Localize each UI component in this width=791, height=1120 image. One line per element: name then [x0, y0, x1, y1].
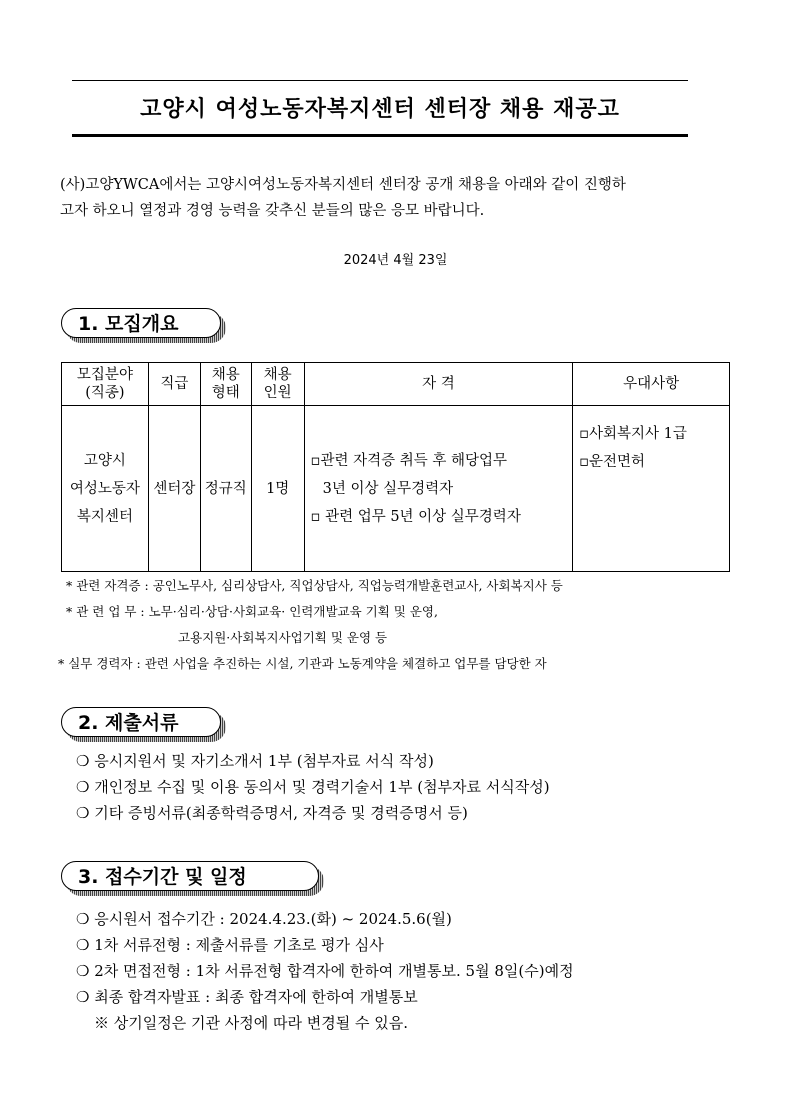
schedule-list [76, 906, 776, 1036]
header-field-sublabel: (직종) [85, 385, 125, 401]
list-item: ❍ 최종 합격자발표 : 최종 합격자에 한하여 개별통보 [76, 988, 418, 1006]
table-header-row [62, 363, 730, 406]
header-type-sublabel: 형태 [211, 385, 240, 401]
preference-item: ▫사회복지사 1급 [579, 426, 687, 442]
cell-preference [573, 406, 730, 572]
cell-count: 1명 [251, 406, 304, 572]
list-item: ❍ 개인정보 수집 및 이용 동의서 및 경력기술서 1부 (첨부자료 서식작성) [76, 778, 550, 796]
list-item: ❍ 응시원서 접수기간 : 2024.4.23.(화) ~ 2024.5.6(월) [76, 910, 452, 928]
header-field-label: 모집분야 [76, 367, 133, 383]
table-row [62, 406, 730, 572]
header-field [62, 363, 149, 406]
header-count-sublabel: 인원 [263, 385, 292, 401]
cell-rank: 센터장 [148, 406, 200, 572]
header-count-label: 채용 [263, 367, 292, 383]
intro-line: 고자 하오니 열정과 경영 능력을 갖추신 분들의 많은 응모 바랍니다. [60, 203, 485, 219]
table-notes [60, 573, 760, 677]
header-count [251, 363, 304, 406]
section-heading-3: 3. 접수기간 및 일정 [61, 861, 319, 891]
header-qualification: 자 격 [304, 363, 573, 406]
title-bottom-rule [72, 134, 688, 137]
preference-item: ▫운전면허 [579, 454, 646, 470]
list-item: ❍ 기타 증빙서류(최종학력증명서, 자격증 및 경력증명서 등) [76, 804, 468, 822]
header-type-label: 채용 [211, 367, 240, 383]
qualification-item: ▫ 관련 업무 5년 이상 실무경력자 [310, 508, 521, 525]
note-line: 고용지원·사회복지사업기획 및 운영 등 [178, 630, 388, 645]
title-top-rule [72, 80, 688, 81]
recruitment-table [61, 362, 730, 572]
note-line: * 관 련 업 무 : 노무·심리·상담·사회교육· 인력개발교육 기획 및 운영, [66, 604, 438, 619]
cell-field-line: 여성노동자 [69, 480, 140, 497]
list-item: ❍ 1차 서류전형 : 제출서류를 기초로 평가 심사 [76, 936, 384, 954]
intro-line: (사)고양YWCA에서는 고양시여성노동자복지센터 센터장 공개 채용을 아래와 같이 진행하 [60, 177, 626, 193]
documents-list [76, 748, 776, 826]
list-item: ❍ 2차 면접전형 : 1차 서류전형 합격자에 한하여 개별통보. 5월 8일(수)예정 [76, 962, 574, 980]
page-title: 고양시 여성노동자복지센터 센터장 채용 재공고 [140, 97, 620, 122]
cell-field [62, 406, 149, 572]
section-heading-1: 1. 모집개요 [61, 308, 221, 338]
note-line: * 관련 자격증 : 공인노무사, 심리상담사, 직업상담사, 직업능력개발훈련교사, 사회복지사 등 [66, 578, 563, 593]
qualification-item: ▫관련 자격증 취득 후 해당업무 [310, 452, 507, 469]
cell-field-line: 복지센터 [76, 508, 133, 525]
header-type [200, 363, 251, 406]
section-heading-2: 2. 제출서류 [61, 707, 221, 737]
schedule-note: ※ 상기일정은 기관 사정에 따라 변경될 수 있음. [94, 1014, 408, 1032]
note-line: * 실무 경력자 : 관련 사업을 추진하는 시설, 기관과 노동계약을 체결하고 업무를 담당한 자 [58, 656, 547, 671]
header-preference: 우대사항 [573, 363, 730, 406]
intro-paragraph [60, 172, 740, 224]
cell-field-line: 고양시 [83, 452, 126, 469]
announcement-date: 2024년 4월 23일 [343, 253, 448, 268]
cell-type: 정규직 [200, 406, 251, 572]
header-rank: 직급 [148, 363, 200, 406]
cell-qualification [304, 406, 573, 572]
qualification-item-cont: 3년 이상 실무경력자 [322, 480, 454, 497]
list-item: ❍ 응시지원서 및 자기소개서 1부 (첨부자료 서식 작성) [76, 752, 434, 770]
